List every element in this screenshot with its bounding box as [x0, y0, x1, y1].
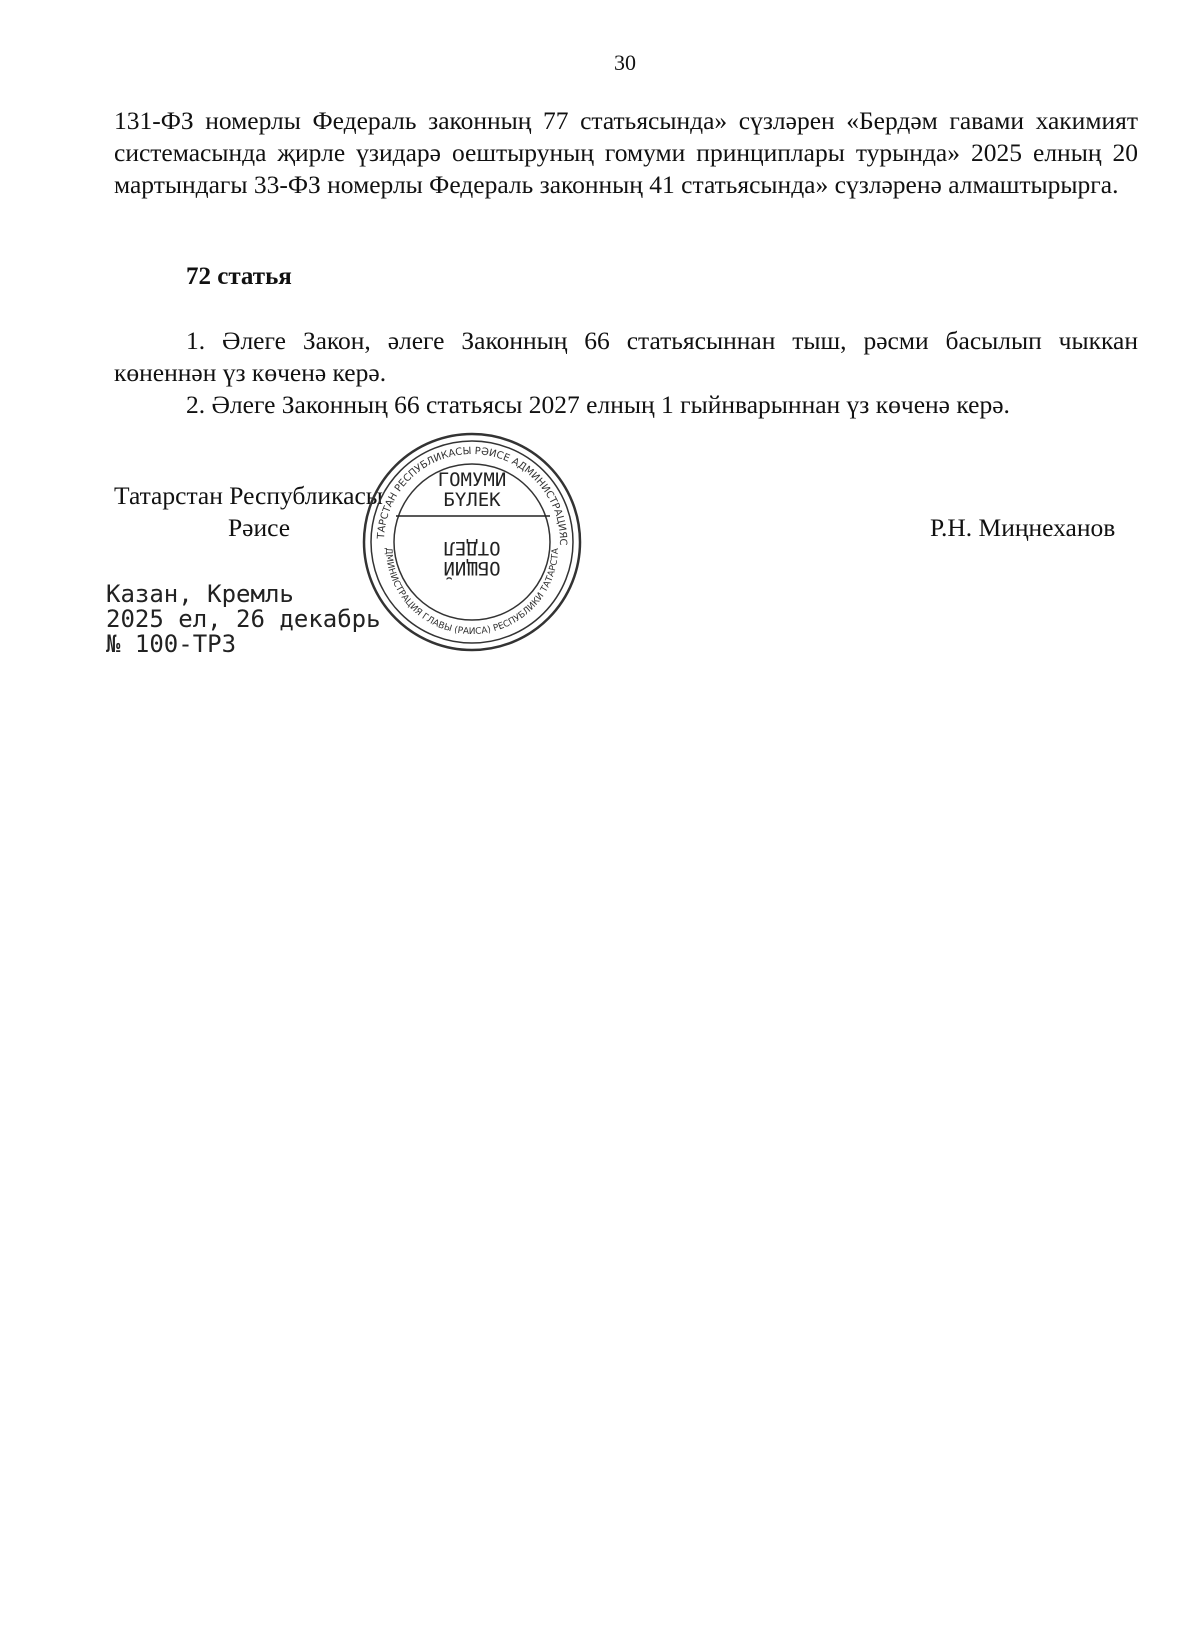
signatory-name: Р.Н. Миңнеханов: [930, 513, 1116, 542]
date-text: 2025 ел, 26 декабрь: [106, 605, 381, 633]
article-item-2: 2. Әлеге Законның 66 статьясы 2027 елның 1 гыйнварыннан үз көченә керә.: [186, 390, 1010, 419]
stamp-center-line-2: БҮЛЕК: [443, 489, 501, 511]
signatory-position-line-1: Татарстан Республикасы: [114, 481, 383, 510]
place-date-block: [106, 582, 381, 657]
signatory-position-line-2: Рәисе: [228, 513, 291, 542]
stamp-center-line-3: ОТДЕЛ: [443, 537, 501, 559]
stamp-center-line-1: ГОМУМИ: [437, 469, 507, 491]
stamp-ring-text-top: ТАРСТАН РЕСПУБЛИКАСЫ РӘИСЕ АДМИНИСТРАЦИЯС: [376, 445, 569, 546]
page-number: 30: [614, 50, 636, 75]
place-text: Казан, Кремль: [106, 580, 294, 608]
paragraph-continuation: 131-ФЗ номерлы Федераль законның 77 статьясында» сүзләрен «Бердәм гавами хакимият системасында җирле үзидарә оештыруның гомуми принциплары турында» 2025 елның 20 мартындагы 33-ФЗ номерлы Федераль законның 41 статьясында» сүзләренә алмаштырырга.: [114, 106, 1138, 199]
law-number-text: № 100-ТРЗ: [106, 630, 237, 658]
stamp-center-line-4: ОБЩИЙ: [443, 557, 501, 579]
official-stamp: [360, 430, 584, 654]
article-item-1: 1. Әлеге Закон, әлеге Законның 66 статьясыннан тыш, рәсми басылып чыккан көненнән үз көченә керә.: [114, 326, 1138, 387]
stamp-graphic: [360, 430, 584, 654]
article-heading: 72 статья: [186, 263, 292, 290]
stamp-ring-text-bottom: ДМИНИСТРАЦИЯ ГЛАВЫ (РАИСА) РЕСПУБЛИКИ ТАТАРСТА: [382, 547, 562, 637]
